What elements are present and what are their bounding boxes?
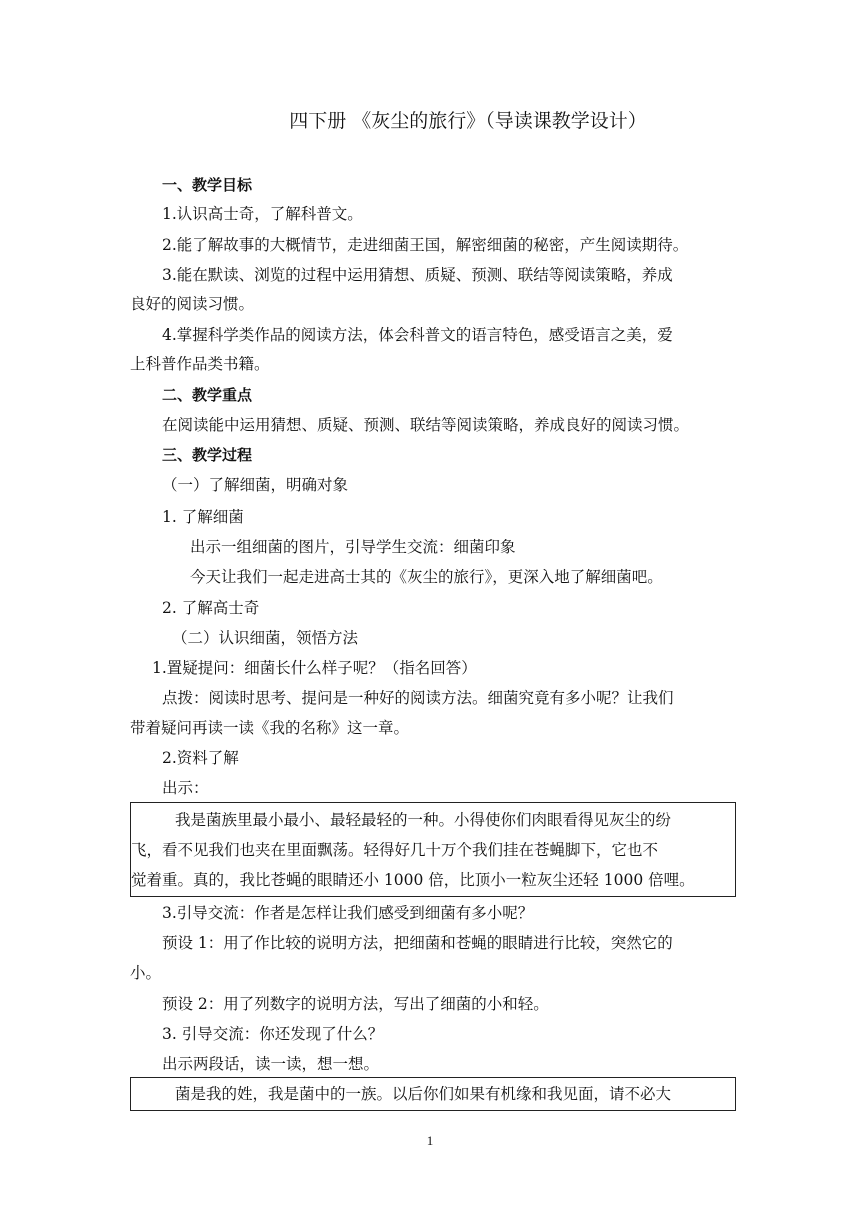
show-label-2: 出示两段话，读一读，想一想。 <box>162 1055 380 1073</box>
goal-item-4-line2: 上科普作品类书籍。 <box>130 355 270 373</box>
step-1: 1. 了解细菌 <box>162 508 244 526</box>
goal-item-2: 2.能了解故事的大概情节，走进细菌王国，解密细菌的秘密，产生阅读期待。 <box>162 236 689 254</box>
quote-1-line-1: 我是菌族里最小最小、最轻最轻的一种。小得使你们肉眼看得见灰尘的纷 <box>175 811 672 829</box>
section-heading-focus: 二、教学重点 <box>162 386 253 404</box>
question-4: 3. 引导交流：你还发现了什么？ <box>162 1025 384 1043</box>
part2-title: （二）认识细菌，领悟方法 <box>172 629 359 647</box>
goal-item-1: 1.认识高士奇，了解科普文。 <box>162 205 363 223</box>
question-1: 1.置疑提问：细菌长什么样子呢？（指名回答） <box>152 659 477 677</box>
section-heading-process: 三、教学过程 <box>162 446 253 464</box>
page-number: 1 <box>426 1133 434 1148</box>
quote-1-line-3: 觉着重。真的，我比苍蝇的眼睛还小 1000 倍，比顶小一粒灰尘还轻 1000 倍哩。 <box>131 871 695 889</box>
tip-line-1: 点拨：阅读时思考、提问是一种好的阅读方法。细菌究竟有多小呢？让我们 <box>162 689 674 707</box>
quote-1-line-2: 飞，看不见我们也夹在里面飘荡。轻得好几十万个我们挂在苍蝇脚下，它也不 <box>131 841 659 859</box>
preset-1-line-2: 小。 <box>130 964 162 982</box>
goal-item-3-line2: 良好的阅读习惯。 <box>130 295 255 313</box>
quote-box-2 <box>130 1077 736 1111</box>
step-1-a: 出示一组细菌的图片，引导学生交流：细菌印象 <box>190 538 516 556</box>
goal-item-3-line1: 3.能在默读、浏览的过程中运用猜想、质疑、预测、联结等阅读策略，养成 <box>162 266 673 284</box>
question-3: 3.引导交流：作者是怎样让我们感受到细菌有多小呢？ <box>162 904 534 922</box>
step-1-b: 今天让我们一起走进高士其的《灰尘的旅行》，更深入地了解细菌吧。 <box>190 568 663 586</box>
preset-2: 预设 2：用了列数字的说明方法，写出了细菌的小和轻。 <box>162 995 549 1013</box>
step-2: 2. 了解高士奇 <box>162 599 260 617</box>
section-heading-goals: 一、教学目标 <box>162 176 253 194</box>
question-2: 2.资料了解 <box>162 749 239 767</box>
show-label: 出示： <box>162 779 209 797</box>
quote-2-line-1: 菌是我的姓，我是菌中的一族。以后你们如果有机缘和我见面，请不必大 <box>175 1085 672 1103</box>
goal-item-4-line1: 4.掌握科学类作品的阅读方法，体会科普文的语言特色，感受语言之美，爱 <box>162 326 673 344</box>
part1-title: （一）了解细菌，明确对象 <box>162 476 349 494</box>
focus-text: 在阅读能中运用猜想、质疑、预测、联结等阅读策略，养成良好的阅读习惯。 <box>162 416 690 434</box>
preset-1-line-1: 预设 1：用了作比较的说明方法，把细菌和苍蝇的眼睛进行比较，突然它的 <box>162 934 673 952</box>
quote-box-1 <box>130 802 736 897</box>
tip-line-2: 带着疑问再读一读《我的名称》这一章。 <box>130 719 410 737</box>
document-title: 四下册 《灰尘的旅行》（导读课教学设计） <box>289 110 647 132</box>
